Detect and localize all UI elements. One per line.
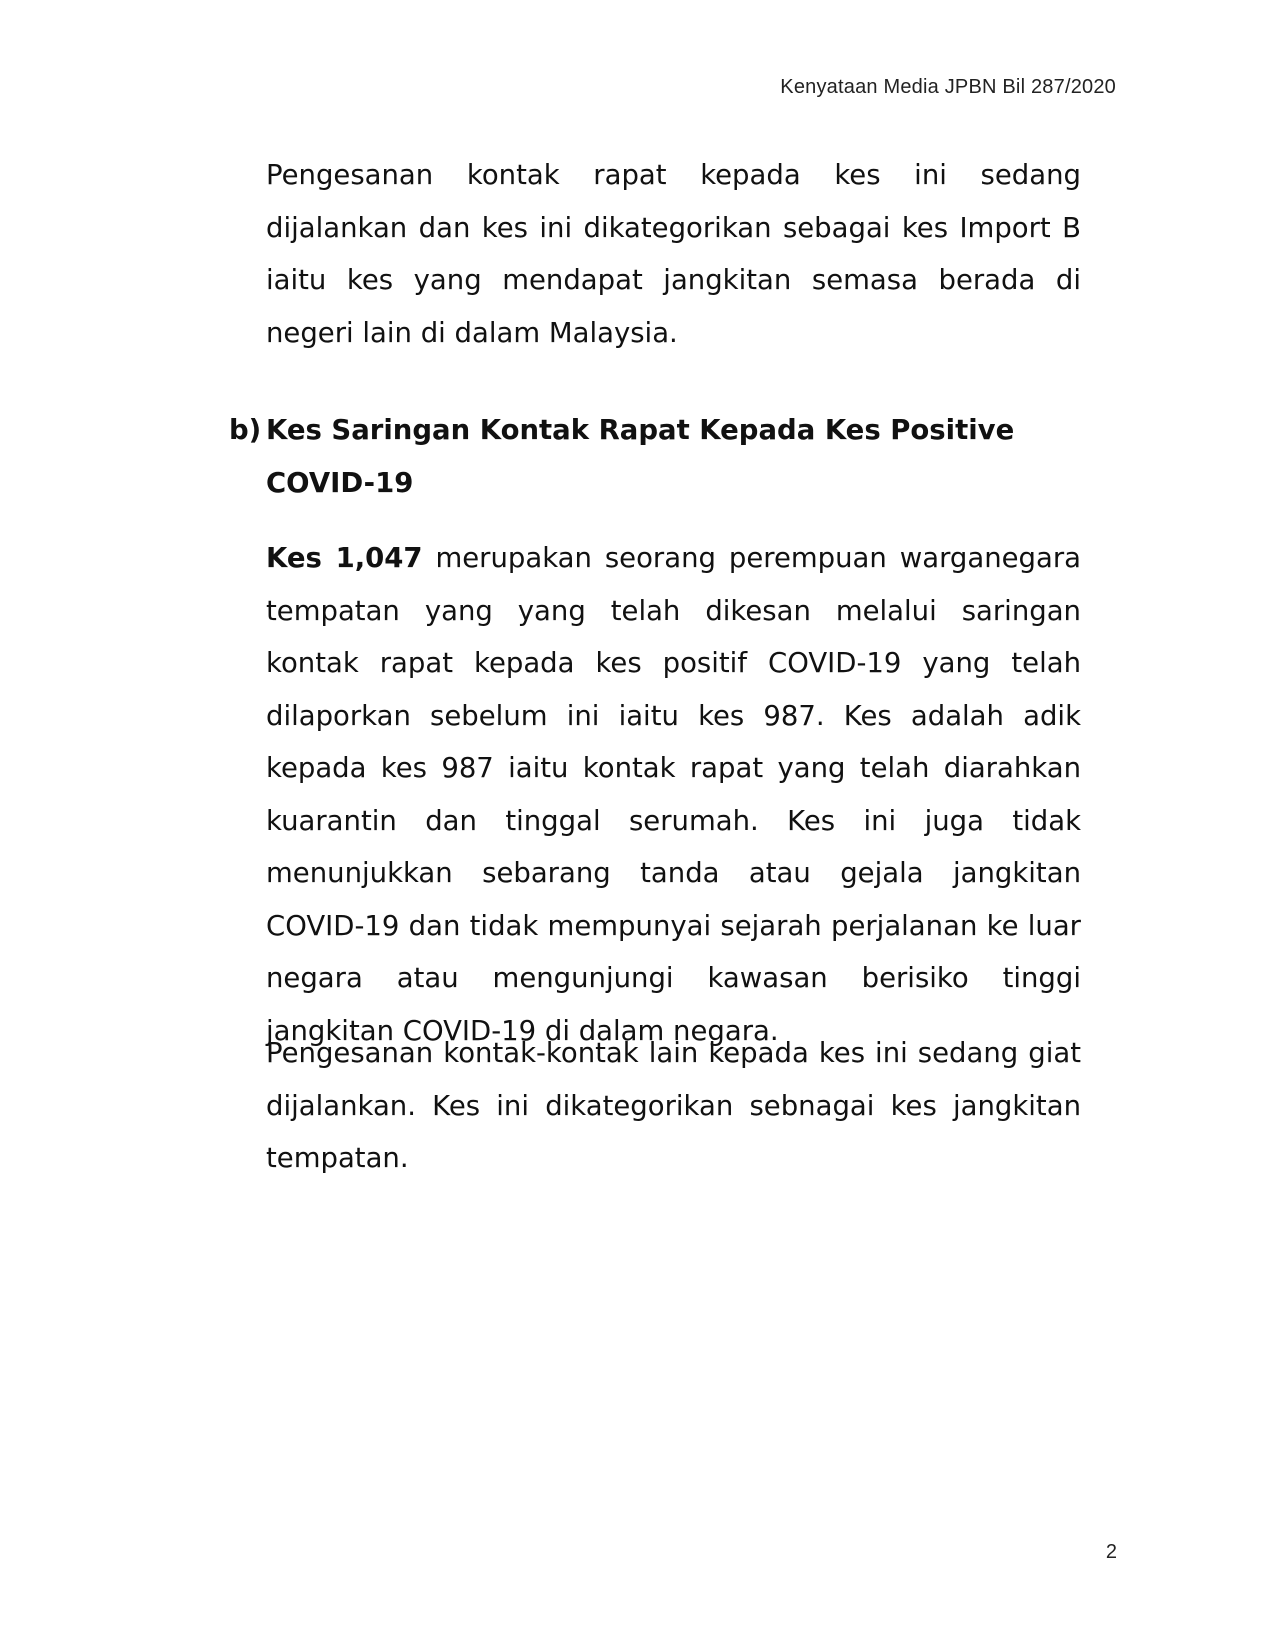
paragraph-case-description	[266, 532, 1081, 1057]
paragraph-import-case: Pengesanan kontak rapat kepada kes ini sedang dijalankan dan kes ini dikategorikan sebagai kes Import B iaitu kes yang mendapat jangkitan semasa berada di negeri lain di dalam Malaysia.	[266, 159, 1081, 349]
case-number: Kes 1,047	[266, 542, 423, 574]
section-label: b)	[229, 414, 262, 446]
paragraph-contact-tracing: Pengesanan kontak-kontak lain kepada kes ini sedang giat dijalankan. Kes ini dikategorikan sebnagai kes jangkitan tempatan.	[266, 1037, 1081, 1174]
page-header: Kenyataan Media JPBN Bil 287/2020	[780, 76, 1116, 98]
page-number: 2	[1105, 1541, 1117, 1563]
case-description-text: merupakan seorang perempuan warganegara tempatan yang yang telah dikesan melalui saringan kontak rapat kepada kes positif COVID-19 yang telah dilaporkan sebelum ini iaitu kes 987. Kes adalah adik kepada kes 987 iaitu kontak rapat yang telah diarahkan kuarantin dan tinggal serumah. Kes ini juga tidak menunjukkan sebarang tanda atau gejala jangkitan COVID-19 dan tidak mempunyai sejarah perjalanan ke luar negara atau mengunjungi kawasan berisiko tinggi jangkitan COVID-19 di dalam negara.	[266, 542, 1082, 1047]
section-heading-b	[229, 404, 1081, 509]
section-title: Kes Saringan Kontak Rapat Kepada Kes Positive COVID-19	[266, 414, 1015, 499]
